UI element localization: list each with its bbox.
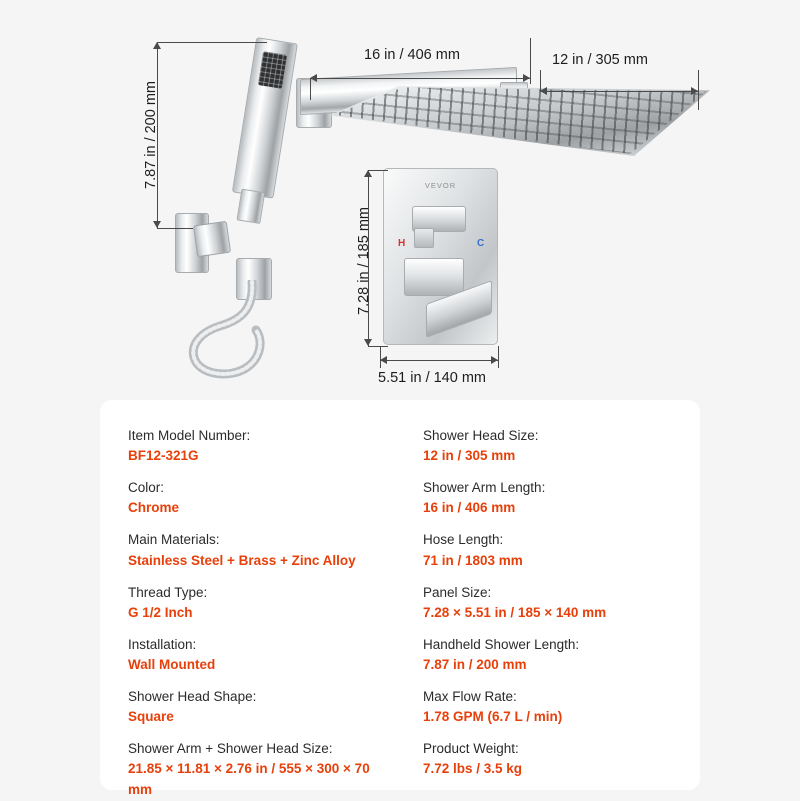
- dim-arrow-handheld-bottom: [153, 221, 161, 228]
- dim-tick-arm-left: [310, 78, 311, 100]
- spec-value: Square: [128, 709, 174, 725]
- specifications-column-left: [100, 426, 405, 798]
- dim-arrow-panel-left: [380, 356, 387, 364]
- dim-arrow-head-left: [540, 87, 547, 95]
- spec-item: [128, 426, 393, 467]
- spec-value: Wall Mounted: [128, 656, 216, 672]
- rain-shower-head: [330, 86, 710, 156]
- spec-label: Shower Arm + Shower Head Size:: [128, 741, 333, 757]
- spec-value: 1.78 GPM (6.7 L / min): [423, 709, 563, 725]
- spec-label: Shower Arm Length:: [423, 480, 546, 496]
- dim-label-head-size: 12 in / 305 mm: [552, 52, 648, 68]
- wand-nozzle-grid: [258, 51, 287, 88]
- dim-label-arm-length: 16 in / 406 mm: [364, 47, 460, 63]
- spec-item: [128, 635, 393, 676]
- dim-arrow-panel-bottom: [364, 339, 372, 346]
- spec-value: BF12-321G: [128, 448, 199, 464]
- dim-line-panel-width: [380, 360, 498, 361]
- dim-arrow-arm-right: [523, 74, 530, 82]
- bracket-holder: [193, 221, 231, 257]
- spec-value: 7.87 in / 200 mm: [423, 656, 527, 672]
- cold-indicator-label: C: [477, 238, 485, 249]
- spec-value: 12 in / 305 mm: [423, 448, 516, 464]
- dim-label-handheld-height: 7.87 in / 200 mm: [143, 81, 159, 189]
- wall-bracket: [175, 213, 221, 271]
- dim-arrow-arm-left: [310, 74, 317, 82]
- dim-tick-handheld-bottom: [157, 228, 193, 229]
- spec-value: 7.72 lbs / 3.5 kg: [423, 761, 523, 777]
- spec-item: [423, 739, 688, 780]
- spec-value: 16 in / 406 mm: [423, 500, 516, 516]
- dim-arrow-handheld-top: [153, 42, 161, 49]
- spec-value: 7.28 × 5.51 in / 185 × 140 mm: [423, 604, 607, 620]
- spec-item: [423, 635, 688, 676]
- spec-item: [128, 739, 393, 801]
- spec-item: [423, 583, 688, 624]
- dim-tick-panel-width-right: [498, 346, 499, 368]
- spec-item: [128, 478, 393, 519]
- spec-label: Shower Head Shape:: [128, 688, 257, 704]
- spec-value: Stainless Steel + Brass + Zinc Alloy: [128, 552, 356, 568]
- spec-item: [423, 478, 688, 519]
- dim-tick-arm-right: [530, 38, 531, 84]
- dim-line-arm-length: [310, 78, 530, 79]
- dim-line-head-size: [540, 91, 698, 92]
- product-diagram: [0, 0, 800, 400]
- spec-label: Max Flow Rate:: [423, 688, 517, 704]
- handheld-shower-wand: [228, 37, 296, 221]
- dim-arrow-panel-top: [364, 170, 372, 177]
- specifications-card: [100, 400, 700, 798]
- spec-item: [423, 426, 688, 467]
- spec-label: Thread Type:: [128, 584, 208, 600]
- mixer-handle-base: [404, 258, 464, 296]
- spec-label: Installation:: [128, 636, 197, 652]
- spec-item: [128, 530, 393, 571]
- brand-logo: VEVOR: [424, 181, 457, 190]
- dim-tick-handheld-top: [157, 42, 267, 43]
- spec-label: Shower Head Size:: [423, 428, 539, 443]
- spec-item: [423, 530, 688, 571]
- specifications-column-right: [405, 426, 700, 790]
- wand-spray-face: [258, 51, 287, 88]
- spec-label: Color:: [128, 480, 165, 496]
- spec-label: Hose Length:: [423, 532, 504, 548]
- spec-label: Product Weight:: [423, 741, 519, 757]
- spec-label: Panel Size:: [423, 584, 492, 600]
- spec-item: [128, 687, 393, 728]
- dim-arrow-panel-right: [491, 356, 498, 364]
- dim-tick-head-right: [698, 70, 699, 110]
- dim-label-panel-height: 7.28 in / 185 mm: [356, 207, 372, 315]
- dim-tick-head-left: [540, 70, 541, 91]
- specifications-columns: [100, 400, 700, 798]
- spec-value: 21.85 × 11.81 × 2.76 in / 555 × 300 × 70 mm: [128, 761, 370, 798]
- dim-tick-panel-width-left: [380, 346, 381, 368]
- dim-tick-panel-bottom: [368, 346, 388, 347]
- spec-item: [423, 687, 688, 728]
- wand-neck: [237, 189, 266, 224]
- spec-label: Main Materials:: [128, 532, 220, 548]
- dim-arrow-head-right: [691, 87, 698, 95]
- spec-value: Chrome: [128, 500, 180, 516]
- shower-head-nozzles: [330, 86, 710, 156]
- spec-item: [128, 583, 393, 624]
- diverter-stem: [414, 228, 434, 248]
- dim-tick-panel-top: [368, 170, 388, 171]
- spec-label: Handheld Shower Length:: [423, 636, 580, 652]
- spec-value: G 1/2 Inch: [128, 604, 193, 620]
- wand-body: [232, 37, 298, 199]
- dim-label-panel-width: 5.51 in / 140 mm: [378, 370, 486, 386]
- spec-value: 71 in / 1803 mm: [423, 552, 523, 568]
- spec-label: Item Model Number:: [128, 428, 251, 443]
- shower-hose: [180, 280, 290, 380]
- hot-indicator-label: H: [398, 238, 406, 249]
